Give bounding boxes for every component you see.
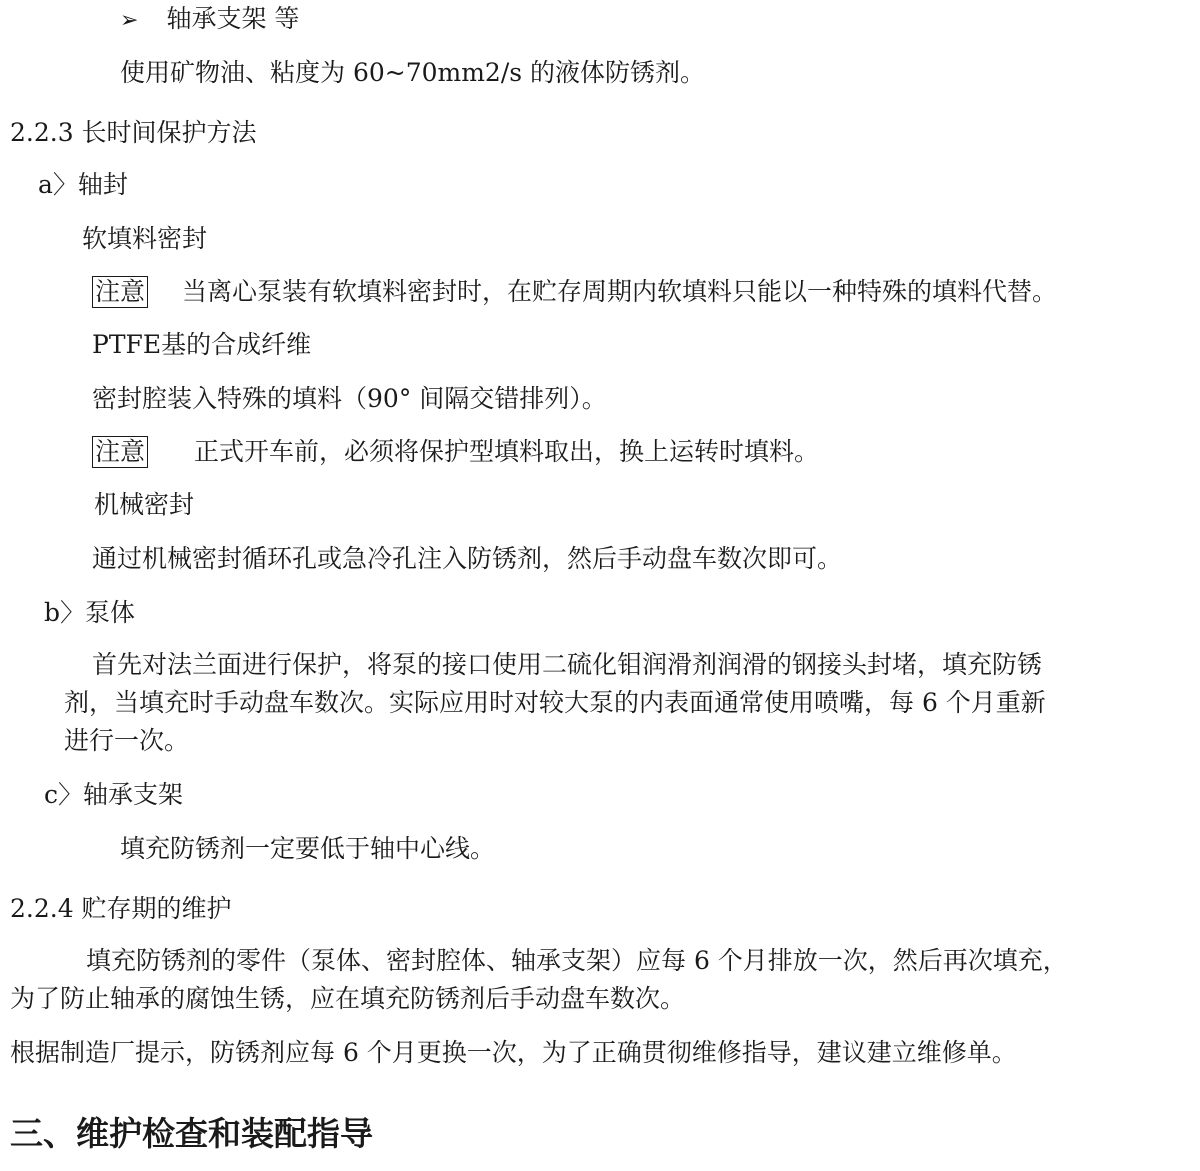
mech-seal-text: 通过机械密封循环孔或急冷孔注入防锈剂，然后手动盘车数次即可。 xyxy=(92,544,843,573)
bullet-text: 轴承支架 等 xyxy=(166,4,300,33)
subsection-c-title: c〉轴承支架 xyxy=(44,780,184,809)
note-label: 注意 xyxy=(92,436,148,468)
manufacturer-note: 根据制造厂提示，防锈剂应每 6 个月更换一次，为了正确贯彻维修指导，建议建立维修单。 xyxy=(10,1038,1017,1067)
mech-seal-title: 机械密封 xyxy=(94,490,195,519)
section-heading-2-2-4: 2.2.4 贮存期的维护 xyxy=(10,894,232,923)
maintenance-para-line-2: 为了防止轴承的腐蚀生锈，应在填充防锈剂后手动盘车数次。 xyxy=(10,984,686,1013)
bearing-text: 填充防锈剂一定要低于轴中心线。 xyxy=(120,834,496,863)
section-3-heading: 三、维护检查和装配指导 xyxy=(10,1114,373,1153)
chamber-text: 密封腔装入特殊的填料（90° 间隔交错排列）。 xyxy=(92,384,607,413)
ptfe-text: PTFE基的合成纤维 xyxy=(92,330,312,359)
maintenance-para-line-1: 填充防锈剂的零件（泵体、密封腔体、轴承支架）应每 6 个月排放一次，然后再次填充， xyxy=(86,946,1068,975)
arrow-bullet-icon: ➢ xyxy=(120,8,139,33)
note-text: 当离心泵装有软填料密封时，在贮存周期内软填料只能以一种特殊的填料代替。 xyxy=(181,277,1057,306)
note-text: 正式开车前，必须将保护型填料取出，换上运转时填料。 xyxy=(193,437,819,466)
subsection-a-title: a〉轴封 xyxy=(38,170,128,199)
section-heading-2-2-3: 2.2.3 长时间保护方法 xyxy=(10,118,257,147)
pump-body-para-line-3: 进行一次。 xyxy=(64,726,190,755)
note-2 xyxy=(92,436,819,468)
pump-body-para-line-2: 剂，当填充时手动盘车数次。实际应用时对较大泵的内表面通常使用喷嘴，每 6 个月重新 xyxy=(64,688,1046,717)
oil-text: 使用矿物油、粘度为 60~70mm2/s 的液体防锈剂。 xyxy=(120,58,706,87)
pump-body-para-line-1: 首先对法兰面进行保护，将泵的接口使用二硫化钼润滑剂润滑的钢接头封堵，填充防锈 xyxy=(92,650,1043,679)
note-label: 注意 xyxy=(92,276,148,308)
bullet-item-bearing xyxy=(120,4,299,34)
subsection-b-title: b〉泵体 xyxy=(44,598,136,627)
note-1 xyxy=(92,276,1057,308)
soft-packing-title: 软填料密封 xyxy=(82,224,208,253)
